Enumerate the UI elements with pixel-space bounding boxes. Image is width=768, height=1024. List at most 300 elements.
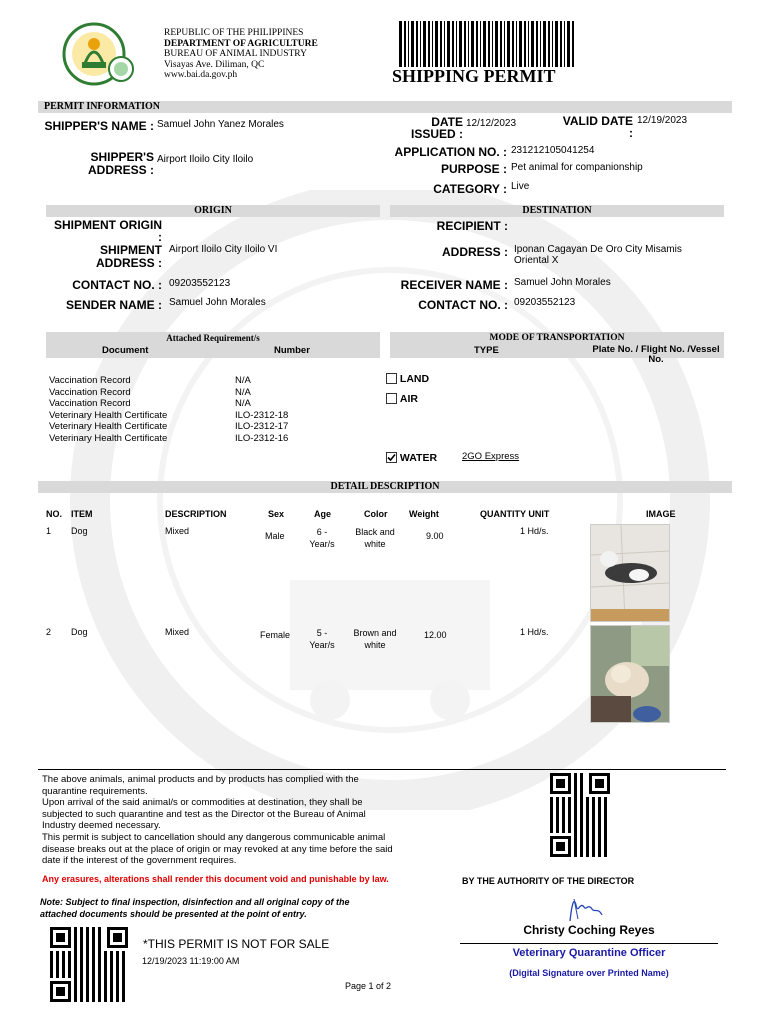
qr-module [74, 960, 77, 963]
qr-module [68, 963, 71, 966]
barcode-bar [492, 21, 493, 67]
qr-module [122, 993, 125, 996]
qr-module [74, 993, 77, 996]
section-permit-information: PERMIT INFORMATION [38, 101, 732, 113]
qr-module [568, 818, 571, 821]
qr-module [604, 833, 607, 836]
qr-module [86, 927, 89, 930]
qr-module [550, 824, 553, 827]
qr-module [586, 812, 589, 815]
date-issued-value: 12/12/2023 [466, 118, 517, 129]
col-plate: Plate No. / Flight No. /Vessel No. [592, 344, 720, 365]
barcode-bar [504, 21, 505, 67]
qr-module [562, 821, 565, 824]
qr-module [586, 854, 589, 857]
qr-module [74, 990, 77, 993]
barcode-bar [440, 21, 442, 67]
qr-module [110, 975, 113, 978]
qr-module [550, 818, 553, 821]
shipment-address-value: Airport Iloilo City Iloilo VI [169, 244, 278, 255]
qr-module [110, 987, 113, 990]
qr-module [598, 797, 601, 800]
qr-module [86, 987, 89, 990]
qr-module [598, 815, 601, 818]
qr-module [592, 833, 595, 836]
qr-module [568, 797, 571, 800]
qr-module [568, 824, 571, 827]
barcode-bar [540, 21, 541, 67]
qr-module [104, 966, 107, 969]
qr-module [574, 836, 577, 839]
table-row: 1 Dog Mixed Male 6 - Year/s Black and white 9.00 1 Hd/s. [0, 526, 768, 622]
section-origin: ORIGIN [46, 205, 380, 217]
qr-module [604, 851, 607, 854]
qr-module [550, 815, 553, 818]
qr-module [122, 999, 125, 1002]
qr-module [80, 987, 83, 990]
qr-module [98, 939, 101, 942]
header-address: Visayas Ave. Diliman, QC [164, 59, 265, 70]
barcode-bar [411, 21, 414, 67]
barcode-bar [567, 21, 570, 67]
qr-module [86, 975, 89, 978]
qr-module [116, 996, 119, 999]
qr-module [80, 993, 83, 996]
qr-module [598, 806, 601, 809]
qr-module [574, 824, 577, 827]
qr-module [104, 993, 107, 996]
qr-module [86, 930, 89, 933]
qr-module [592, 803, 595, 806]
qr-module [574, 791, 577, 794]
qr-module [586, 821, 589, 824]
qr-module [122, 969, 125, 972]
qr-module [110, 966, 113, 969]
qr-module [592, 797, 595, 800]
vessel-name: 2GO Express [462, 451, 520, 462]
qr-module [56, 957, 59, 960]
qr-module [550, 800, 553, 803]
requirements-header [46, 332, 380, 358]
barcode-bar [543, 21, 546, 67]
qr-module [574, 800, 577, 803]
officer-title: Veterinary Quarantine Officer [512, 947, 666, 959]
footer-divider [38, 769, 726, 770]
land-checkbox[interactable] [386, 373, 397, 384]
air-checkbox[interactable] [386, 393, 397, 404]
qr-module [86, 999, 89, 1002]
qr-module [98, 963, 101, 966]
qr-module [98, 975, 101, 978]
qr-module [50, 972, 53, 975]
qr-module [80, 999, 83, 1002]
air-option: AIR [386, 393, 418, 407]
qr-module [62, 969, 65, 972]
qr-module [598, 827, 601, 830]
qr-module [56, 954, 59, 957]
qr-module [586, 833, 589, 836]
qr-module [74, 927, 77, 930]
qr-module [92, 942, 95, 945]
qr-finder [556, 842, 565, 851]
qr-module [586, 800, 589, 803]
barcode-bar [524, 21, 526, 67]
qr-module [98, 981, 101, 984]
destination-address-label: ADDRESS : [441, 245, 508, 259]
qr-module [116, 978, 119, 981]
qr-module [592, 836, 595, 839]
qr-module [92, 930, 95, 933]
col-quantity: QUANTITY UNIT [480, 509, 550, 519]
qr-module [92, 927, 95, 930]
qr-module [98, 972, 101, 975]
qr-module [580, 791, 583, 794]
qr-module [104, 963, 107, 966]
qr-module [574, 830, 577, 833]
qr-module [68, 960, 71, 963]
qr-module [80, 945, 83, 948]
qr-module [550, 809, 553, 812]
qr-module [98, 999, 101, 1002]
qr-module [562, 800, 565, 803]
qr-module [50, 960, 53, 963]
qr-module [74, 975, 77, 978]
qr-module [104, 951, 107, 954]
qr-module [62, 960, 65, 963]
purpose-label: PURPOSE : [440, 162, 507, 176]
qr-finder [595, 779, 604, 788]
qr-module [116, 963, 119, 966]
barcode-bar [432, 21, 433, 67]
qr-module [98, 948, 101, 951]
col-type: TYPE [474, 345, 499, 356]
not-for-sale: *THIS PERMIT IS NOT FOR SALE [143, 937, 330, 951]
qr-module [104, 954, 107, 957]
qr-module [110, 984, 113, 987]
qr-module [580, 782, 583, 785]
qr-module [550, 797, 553, 800]
receiver-name-value: Samuel John Morales [514, 277, 611, 288]
qr-module [592, 809, 595, 812]
qr-module [550, 806, 553, 809]
bureau-of-animal-industry-logo [108, 56, 134, 82]
col-document: Document [102, 345, 149, 356]
qr-module [574, 818, 577, 821]
qr-module [86, 984, 89, 987]
qr-module [98, 966, 101, 969]
qr-module [580, 842, 583, 845]
qr-module [580, 785, 583, 788]
qr-module [74, 951, 77, 954]
qr-module [92, 996, 95, 999]
qr-module [86, 978, 89, 981]
qr-module [598, 809, 601, 812]
qr-module [580, 827, 583, 830]
qr-module [74, 939, 77, 942]
qr-module [586, 818, 589, 821]
qr-module [56, 969, 59, 972]
qr-module [562, 827, 565, 830]
qr-module [74, 963, 77, 966]
qr-module [92, 951, 95, 954]
qr-module [68, 954, 71, 957]
barcode-bar [552, 21, 553, 67]
qr-module [592, 842, 595, 845]
qr-module [556, 797, 559, 800]
qr-module [110, 996, 113, 999]
qr-module [98, 930, 101, 933]
qr-module [580, 854, 583, 857]
qr-module [568, 827, 571, 830]
shipper-address-label: SHIPPER'S ADDRESS : [87, 150, 154, 177]
qr-module [110, 951, 113, 954]
qr-module [74, 930, 77, 933]
qr-module [92, 957, 95, 960]
qr-module [122, 963, 125, 966]
section-destination: DESTINATION [390, 205, 724, 217]
qr-module [568, 803, 571, 806]
qr-module [568, 830, 571, 833]
qr-module [74, 999, 77, 1002]
qr-module [574, 851, 577, 854]
qr-module [574, 776, 577, 779]
barcode-bar [408, 21, 409, 67]
receiver-name-label: RECEIVER NAME : [400, 278, 508, 292]
qr-module [122, 987, 125, 990]
qr-code-signature [550, 773, 610, 859]
qr-module [562, 797, 565, 800]
qr-module [122, 972, 125, 975]
qr-module [122, 966, 125, 969]
qr-module [116, 969, 119, 972]
qr-module [574, 815, 577, 818]
qr-module [80, 957, 83, 960]
qr-module [80, 951, 83, 954]
qr-module [50, 954, 53, 957]
signature-line [460, 943, 718, 944]
qr-module [580, 797, 583, 800]
valid-date-value: 12/19/2023 [637, 115, 688, 126]
barcode-bar [452, 21, 454, 67]
barcode-bar [500, 21, 502, 67]
purpose-value: Pet animal for companionship [511, 162, 643, 173]
qr-module [92, 990, 95, 993]
qr-module [604, 848, 607, 851]
header-department: DEPARTMENT OF AGRICULTURE [164, 38, 318, 49]
qr-module [80, 948, 83, 951]
qr-module [116, 990, 119, 993]
qr-module [122, 960, 125, 963]
qr-module [110, 981, 113, 984]
qr-module [556, 818, 559, 821]
qr-module [592, 806, 595, 809]
qr-module [556, 824, 559, 827]
col-age: Age [314, 509, 332, 519]
barcode-bar [519, 21, 522, 67]
qr-module [86, 951, 89, 954]
qr-module [580, 803, 583, 806]
barcode-bar [564, 21, 565, 67]
qr-module [574, 845, 577, 848]
qr-module [92, 939, 95, 942]
qr-module [74, 948, 77, 951]
qr-module [604, 821, 607, 824]
qr-module [74, 936, 77, 939]
qr-module [86, 957, 89, 960]
qr-module [122, 996, 125, 999]
qr-module [80, 960, 83, 963]
qr-module [586, 815, 589, 818]
sender-name-label: SENDER NAME : [65, 298, 162, 312]
qr-module [50, 969, 53, 972]
barcode-bar [464, 21, 466, 67]
barcode-bar [428, 21, 430, 67]
barcode-bar [507, 21, 510, 67]
qr-module [604, 803, 607, 806]
qr-module [62, 954, 65, 957]
qr-finder [56, 933, 65, 942]
qr-module [598, 842, 601, 845]
qr-module [556, 809, 559, 812]
qr-module [568, 806, 571, 809]
qr-module [86, 996, 89, 999]
qr-module [592, 839, 595, 842]
qr-module [86, 948, 89, 951]
qr-module [574, 812, 577, 815]
list-item: Vaccination Record N/A [49, 386, 251, 398]
qr-module [574, 797, 577, 800]
water-checkbox[interactable] [386, 452, 397, 463]
qr-module [592, 848, 595, 851]
qr-module [122, 951, 125, 954]
qr-module [104, 984, 107, 987]
qr-module [104, 957, 107, 960]
header-website: www.bai.da.gov.ph [164, 70, 238, 80]
qr-module [98, 993, 101, 996]
qr-module [116, 975, 119, 978]
qr-module [562, 812, 565, 815]
qr-module [598, 821, 601, 824]
qr-module [74, 981, 77, 984]
shipment-address-label: SHIPMENT ADDRESS : [95, 243, 162, 270]
qr-module [86, 933, 89, 936]
qr-module [562, 806, 565, 809]
destination-address-value: Iponan Cagayan De Oro City Misamis Oriental X [514, 244, 682, 266]
qr-module [604, 839, 607, 842]
qr-module [122, 954, 125, 957]
qr-module [92, 981, 95, 984]
qr-module [98, 942, 101, 945]
qr-module [50, 951, 53, 954]
qr-module [116, 954, 119, 957]
qr-module [604, 824, 607, 827]
section-detail-description: DETAIL DESCRIPTION [38, 481, 732, 493]
qr-module [110, 954, 113, 957]
qr-module [74, 969, 77, 972]
qr-module [92, 987, 95, 990]
qr-module [598, 800, 601, 803]
qr-module [592, 827, 595, 830]
qr-module [86, 960, 89, 963]
qr-module [62, 975, 65, 978]
qr-module [604, 812, 607, 815]
qr-module [92, 978, 95, 981]
qr-module [556, 830, 559, 833]
qr-module [74, 933, 77, 936]
qr-module [562, 818, 565, 821]
qr-module [56, 963, 59, 966]
qr-module [586, 839, 589, 842]
qr-module [592, 818, 595, 821]
qr-module [586, 803, 589, 806]
qr-module [98, 933, 101, 936]
barcode-bar [404, 21, 406, 67]
qr-module [110, 972, 113, 975]
qr-module [556, 821, 559, 824]
dog-2-photo [590, 625, 670, 723]
qr-module [598, 854, 601, 857]
qr-module [62, 966, 65, 969]
qr-module [80, 990, 83, 993]
warning-text: Any erasures, alterations shall render this document void and punishable by law. [42, 874, 389, 884]
qr-module [556, 812, 559, 815]
qr-module [604, 815, 607, 818]
qr-module [104, 969, 107, 972]
qr-code-bottom [50, 927, 128, 1003]
qr-module [86, 942, 89, 945]
barcode-bar [447, 21, 450, 67]
col-description: DESCRIPTION [165, 509, 227, 519]
qr-module [62, 951, 65, 954]
recipient-label: RECIPIENT : [436, 219, 508, 233]
qr-module [598, 839, 601, 842]
qr-module [74, 954, 77, 957]
conditions-text: The above animals, animal products and by products has complied with the quarantine requirements. Upon arrival of the said animal/s or commodities at destination, they shall be subjected to such quarantine and test as the Director ot the Bureau of Animal Industry deemed necessary. This permit is subject to cancellation should any dangerous communicable animal disease breaks out at the place of origin or may revoked at any time before the said date if the interest of the government requires. [42, 774, 393, 867]
qr-module [122, 981, 125, 984]
qr-module [598, 836, 601, 839]
qr-module [68, 969, 71, 972]
qr-module [104, 987, 107, 990]
qr-module [580, 851, 583, 854]
qr-module [604, 854, 607, 857]
qr-module [586, 836, 589, 839]
qr-module [68, 975, 71, 978]
qr-module [74, 987, 77, 990]
qr-module [110, 993, 113, 996]
qr-module [92, 966, 95, 969]
qr-module [574, 809, 577, 812]
qr-module [556, 806, 559, 809]
qr-module [98, 951, 101, 954]
qr-module [598, 845, 601, 848]
header-bureau: BUREAU OF ANIMAL INDUSTRY [164, 49, 307, 59]
qr-module [80, 996, 83, 999]
qr-module [80, 930, 83, 933]
qr-module [568, 815, 571, 818]
qr-module [604, 836, 607, 839]
dog-1-photo [590, 524, 670, 622]
barcode-bar [488, 21, 490, 67]
barcode-bar [512, 21, 514, 67]
barcode-bar [456, 21, 457, 67]
qr-module [580, 806, 583, 809]
qr-module [116, 972, 119, 975]
qr-module [92, 954, 95, 957]
barcode-bar [399, 21, 402, 67]
qr-module [580, 815, 583, 818]
qr-module [556, 815, 559, 818]
qr-module [62, 972, 65, 975]
